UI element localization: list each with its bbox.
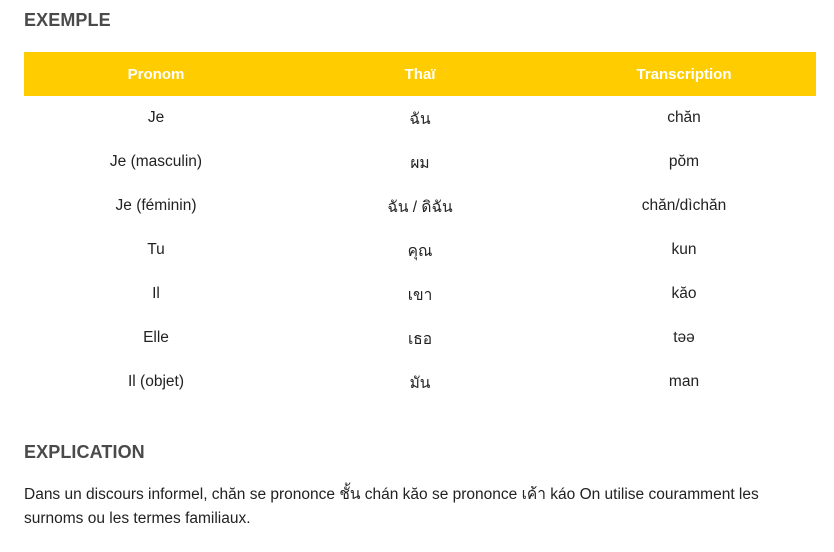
cell-pronom: Je (masculin) bbox=[109, 153, 203, 170]
table-row bbox=[24, 228, 816, 272]
pronoun-table bbox=[24, 52, 816, 404]
table-row bbox=[24, 272, 816, 316]
cell-pronom: Il (objet) bbox=[128, 373, 184, 390]
cell-transcription: man bbox=[668, 373, 700, 390]
explication-heading: EXPLICATION bbox=[24, 442, 145, 462]
table-row bbox=[24, 140, 816, 184]
cell-transcription: pŏm bbox=[668, 153, 700, 170]
cell-thai: ฉัน / ดิฉัน bbox=[387, 198, 453, 216]
cell-pronom: Je (féminin) bbox=[115, 197, 197, 214]
cell-transcription: kăo bbox=[671, 285, 697, 302]
column-header-thai: Thaï bbox=[288, 52, 552, 96]
explication-paragraph: Dans un discours informel, chăn se prononce ชั้น chán kăo se prononce เค้า káo On utilise couramment les surnoms ou les termes familiaux. bbox=[24, 486, 759, 527]
cell-pronom: Elle bbox=[143, 329, 169, 346]
cell-transcription: chăn bbox=[667, 109, 701, 126]
example-heading: EXEMPLE bbox=[24, 10, 111, 30]
table-row bbox=[24, 184, 816, 228]
cell-thai: เขา bbox=[407, 286, 433, 304]
cell-thai: ผม bbox=[410, 154, 430, 172]
cell-pronom: Tu bbox=[147, 241, 165, 258]
cell-thai: คุณ bbox=[407, 242, 433, 260]
cell-transcription: chăn/dìchăn bbox=[641, 197, 727, 214]
cell-thai: ฉัน bbox=[409, 110, 431, 128]
cell-pronom: Je bbox=[147, 109, 165, 126]
table-header-row bbox=[24, 52, 816, 96]
table-row bbox=[24, 316, 816, 360]
table-row bbox=[24, 96, 816, 140]
cell-transcription: kun bbox=[671, 241, 697, 258]
cell-thai: มัน bbox=[409, 374, 431, 392]
cell-thai: เธอ bbox=[407, 330, 433, 348]
column-header-pronom: Pronom bbox=[24, 52, 288, 96]
cell-pronom: Il bbox=[152, 285, 160, 302]
cell-transcription: təə bbox=[673, 329, 695, 346]
column-header-transcription: Transcription bbox=[552, 52, 816, 96]
table-row bbox=[24, 360, 816, 404]
